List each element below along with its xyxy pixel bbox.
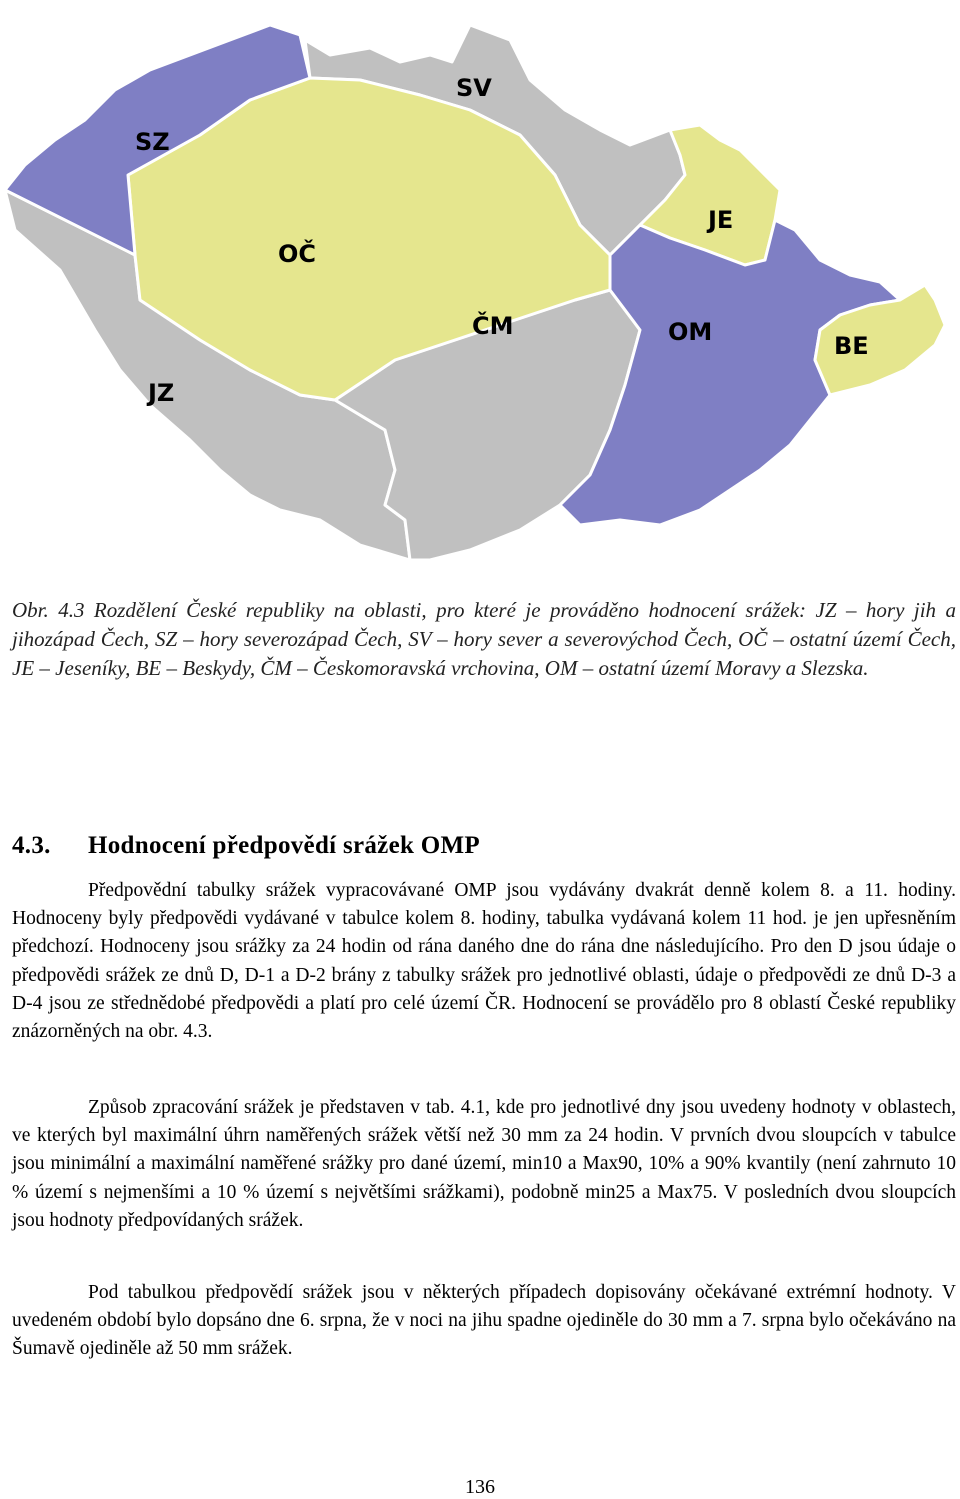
section-title: Hodnocení předpovědí srážek OMP — [88, 832, 480, 859]
region-label-je: JE — [708, 206, 734, 234]
regions-map — [0, 0, 960, 560]
region-label-sv: SV — [456, 74, 492, 102]
region-label-jz: JZ — [148, 379, 175, 407]
region-label-sz: SZ — [135, 128, 170, 156]
figure-caption: Obr. 4.3 Rozdělení České republiky na oblasti, pro které je prováděno hodnocení srážek: JZ – hory jih a jihozápad Čech, SZ – hory severozápad Čech, SV – hory sever a severovýchod Čech, OČ – ostatní území Čech, JE – Jeseníky, BE – Beskydy, ČM – Českomoravská vrchovina, OM – ostatní území Moravy a Slezska. — [12, 598, 956, 680]
region-label-oc: OČ — [278, 240, 317, 268]
paragraph-1: Předpovědní tabulky srážek vypracovávané OMP jsou vydávány dvakrát denně kolem 8. a 11. hodiny. Hodnoceny byly předpovědi vydávané v tabulce kolem 8. hodiny, tabulka vydávaná kolem 11 hod. je jen upřesněním předchozí. Hodnoceny jsou srážky za 24 hodin od rána daného dne do rána dne následujícího. Pro den D jsou údaje o předpovědi srážek ze dnů D, D-1 a D-2 brány z tabulky srážek pro jednotlivé oblasti, údaje o předpovědi ze dnů D-3 a D-4 jsou ze střednědobé předpovědi a platí pro celé území ČR. Hodnocení se provádělo pro 8 oblastí České republiky znázorněných na obr. 4.3. — [12, 880, 956, 1043]
region-label-om: OM — [668, 318, 713, 346]
page-number: 136 — [465, 1476, 495, 1498]
paragraph-3: Pod tabulkou předpovědí srážek jsou v některých případech dopisovány očekávané extrémní hodnoty. V uvedeném období bylo dopsáno dne 6. srpna, že v noci na jihu spadne ojediněle do 30 mm a 7. srpna bylo očekáváno na Šumavě ojediněle až 50 mm srážek. — [12, 1282, 956, 1360]
section-number: 4.3. — [12, 832, 51, 859]
paragraph-2: Způsob zpracování srážek je představen v tab. 4.1, kde pro jednotlivé dny jsou uvedeny hodnoty v oblastech, ve kterých byl maximální úhrn naměřených srážek větší než 30 mm za 24 hodin. V prvních dvou sloupcích v tabulce jsou minimální a maximální naměřené srážky pro dané území, min10 a Max90, 10% a 90% kvantily (není zahrnuto 10 % území s nejmenšími a 10 % území s největšími srážkami), podobně min25 a Max75. V posledních dvou sloupcích jsou hodnoty předpovídaných srážek. — [12, 1097, 956, 1231]
region-label-cm: ČM — [472, 312, 514, 340]
section-heading — [12, 832, 480, 860]
region-label-be: BE — [834, 332, 869, 360]
